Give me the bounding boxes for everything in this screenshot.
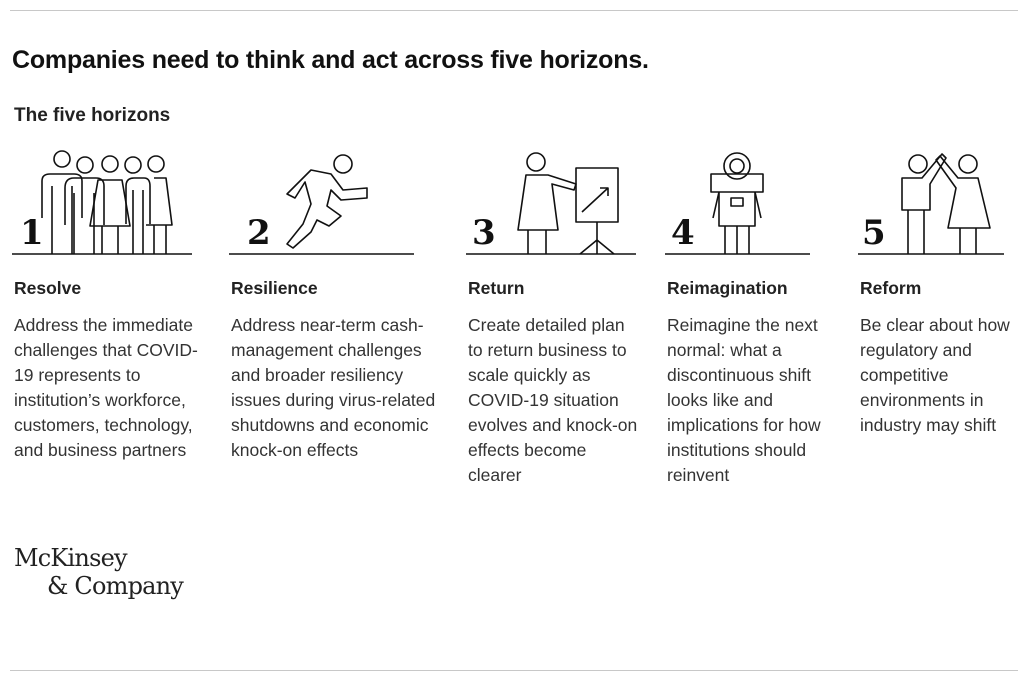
two-people-high-five-icon xyxy=(860,148,1006,258)
horizon-3 xyxy=(468,148,643,488)
horizon-name: Resilience xyxy=(231,278,318,298)
horizon-number: 1 xyxy=(20,213,44,253)
horizon-number: 5 xyxy=(862,213,886,253)
horizon-number: 4 xyxy=(671,213,695,253)
horizon-name: Reform xyxy=(860,278,922,298)
horizon-4 xyxy=(667,148,832,488)
horizon-description: Address near-term cash-management challenges and broader resiliency issues during virus-related shutdowns and economic knock-on effects xyxy=(231,315,436,460)
horizon-5 xyxy=(860,148,1020,438)
running-person-icon xyxy=(231,148,416,258)
horizon-name: Return xyxy=(468,278,525,298)
horizon-description: Be clear about how regulatory and competitive environments in industry may shift xyxy=(860,315,1010,435)
horizon-name: Reimagination xyxy=(667,278,788,298)
horizon-number: 2 xyxy=(247,213,271,253)
horizon-description: Reimagine the next normal: what a discontinuous shift looks like and implications for how institutions should reinvent xyxy=(667,315,821,485)
page-title: Companies need to think and act across five horizons. xyxy=(12,46,649,74)
horizon-description: Create detailed plan to return business to scale quickly as COVID-19 situation evolves and knock-on effects become clearer xyxy=(468,315,638,485)
section-subtitle: The five horizons xyxy=(14,105,171,126)
presenter-with-chart-icon xyxy=(468,148,638,258)
logo-line-2: & Company xyxy=(47,572,184,600)
astronaut-icon xyxy=(667,148,812,258)
mckinsey-logo xyxy=(14,544,183,600)
horizon-description: Address the immediate challenges that COVID-19 represents to institution’s workforce, customers, technology, and business partners xyxy=(14,315,198,460)
horizon-2 xyxy=(231,148,441,463)
top-rule xyxy=(10,10,1018,11)
horizon-name: Resolve xyxy=(14,278,82,298)
logo-line-1: McKinsey xyxy=(14,544,127,572)
horizon-1 xyxy=(14,148,204,463)
group-of-people-icon xyxy=(14,148,194,258)
bottom-rule xyxy=(10,670,1018,671)
horizon-number: 3 xyxy=(472,213,496,253)
